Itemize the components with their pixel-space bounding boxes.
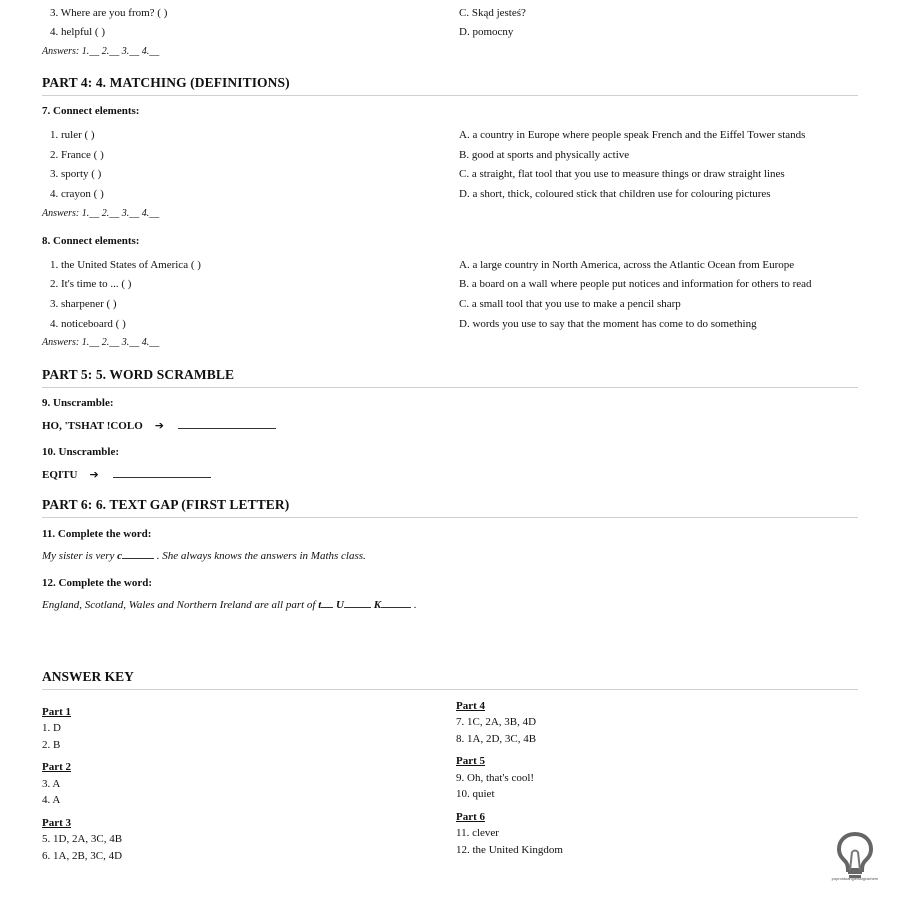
gap-blank[interactable] [122,549,154,559]
key-line: 9. Oh, that's cool! [456,772,535,784]
key-line: 1. D [42,722,61,734]
sentence-part: England, Scotland, Wales and Northern Ireland are all part of [42,599,319,611]
match-right-item: C. Skąd jesteś? [459,7,526,19]
answers-line: Answers: 1.__ 2.__ 3.__ 4.__ [42,208,160,219]
key-line: 4. A [42,794,61,806]
question-12-title: 12. Complete the word: [42,577,152,589]
match-right-item: D. pomocny [459,26,514,38]
first-letter: U [336,599,344,611]
sentence-part: . [411,599,417,611]
part-6-title: PART 6: 6. TEXT GAP (FIRST LETTER) [42,497,290,512]
sentence-part: My sister is very [42,550,118,562]
match-left-item: 1. the United States of America ( ) [50,259,201,271]
arrow-right-icon: ➔ [154,419,164,432]
match-left-item: 4. noticeboard ( ) [50,318,126,330]
key-line: 3. A [42,778,61,790]
scramble-row-10 [42,467,211,481]
match-left-item: 3. sporty ( ) [50,168,102,180]
match-left-item: 4. helpful ( ) [50,26,105,38]
gap-blank[interactable] [344,598,371,608]
key-part-heading: Part 6 [456,811,486,823]
key-line: 6. 1A, 2B, 3C, 4D [42,850,123,862]
sentence-part: . She always knows the answers in Maths class. [154,550,366,562]
match-left-item: 4. crayon ( ) [50,188,104,200]
first-letter: K [373,599,382,611]
match-right-item: B. a board on a wall where people put notices and information for others to read [459,278,812,290]
key-line: 10. quiet [456,788,495,800]
key-line: 5. 1D, 2A, 3C, 4B [42,833,123,845]
part-5-title: PART 5: 5. WORD SCRAMBLE [42,367,235,382]
key-line: 7. 1C, 2A, 3B, 4D [456,716,537,728]
first-letter: t [318,599,322,611]
match-left-item: 3. Where are you from? ( ) [50,7,168,19]
key-line: 8. 1A, 2D, 3C, 4B [456,733,537,745]
section-divider [42,95,858,96]
key-part-heading: Part 3 [42,817,72,829]
match-right-item: A. a large country in North America, across the Atlantic Ocean from Europe [459,259,795,271]
section-divider [42,387,858,388]
arrow-right-icon: ➔ [89,468,99,481]
question-9-title: 9. Unscramble: [42,397,114,409]
question-11-title: 11. Complete the word: [42,528,152,540]
question-10-title: 10. Unscramble: [42,446,119,458]
gap-sentence-12 [42,598,417,611]
first-letter: c [117,550,123,562]
key-line: 2. B [42,739,61,751]
logo-caption: poprostuangielskigrachem [831,876,879,881]
match-right-item: B. good at sports and physically active [459,149,630,161]
scramble-row-9 [42,418,276,432]
match-right-item: C. a straight, flat tool that you use to measure things or draw straight lines [459,168,785,180]
gap-blank[interactable] [321,598,333,608]
question-8-title: 8. Connect elements: [42,235,140,247]
answer-blank[interactable] [178,418,276,429]
match-right-item: C. a small tool that you use to make a pencil sharp [459,298,681,310]
section-divider [42,689,858,690]
key-line: 11. clever [456,827,499,839]
gap-blank[interactable] [381,598,411,608]
match-right-item: A. a country in Europe where people speak French and the Eiffel Tower stands [459,129,806,141]
answers-line: Answers: 1.__ 2.__ 3.__ 4.__ [42,337,160,348]
match-left-item: 3. sharpener ( ) [50,298,117,310]
key-part-heading: Part 1 [42,706,72,718]
match-right-item: D. a short, thick, coloured stick that children use for colouring pictures [459,188,771,200]
question-7-title: 7. Connect elements: [42,105,140,117]
match-left-item: 2. It's time to ... ( ) [50,278,132,290]
answer-key-title: ANSWER KEY [42,669,134,684]
match-left-item: 2. France ( ) [50,149,104,161]
match-right-item: D. words you use to say that the moment has come to do something [459,318,757,330]
answers-line: Answers: 1.__ 2.__ 3.__ 4.__ [42,46,160,57]
scrambled-word: HO, 'TSHAT !COLO [42,420,143,432]
match-left-item: 1. ruler ( ) [50,129,95,141]
scrambled-word: EQITU [42,469,78,481]
gap-sentence-11 [42,549,366,562]
key-part-heading: Part 5 [456,755,486,767]
key-line: 12. the United Kingdom [456,844,563,856]
answer-blank[interactable] [113,467,211,478]
key-part-heading: Part 4 [456,700,486,712]
key-part-heading: Part 2 [42,761,72,773]
part-4-title: PART 4: 4. MATCHING (DEFINITIONS) [42,75,290,90]
section-divider [42,517,858,518]
